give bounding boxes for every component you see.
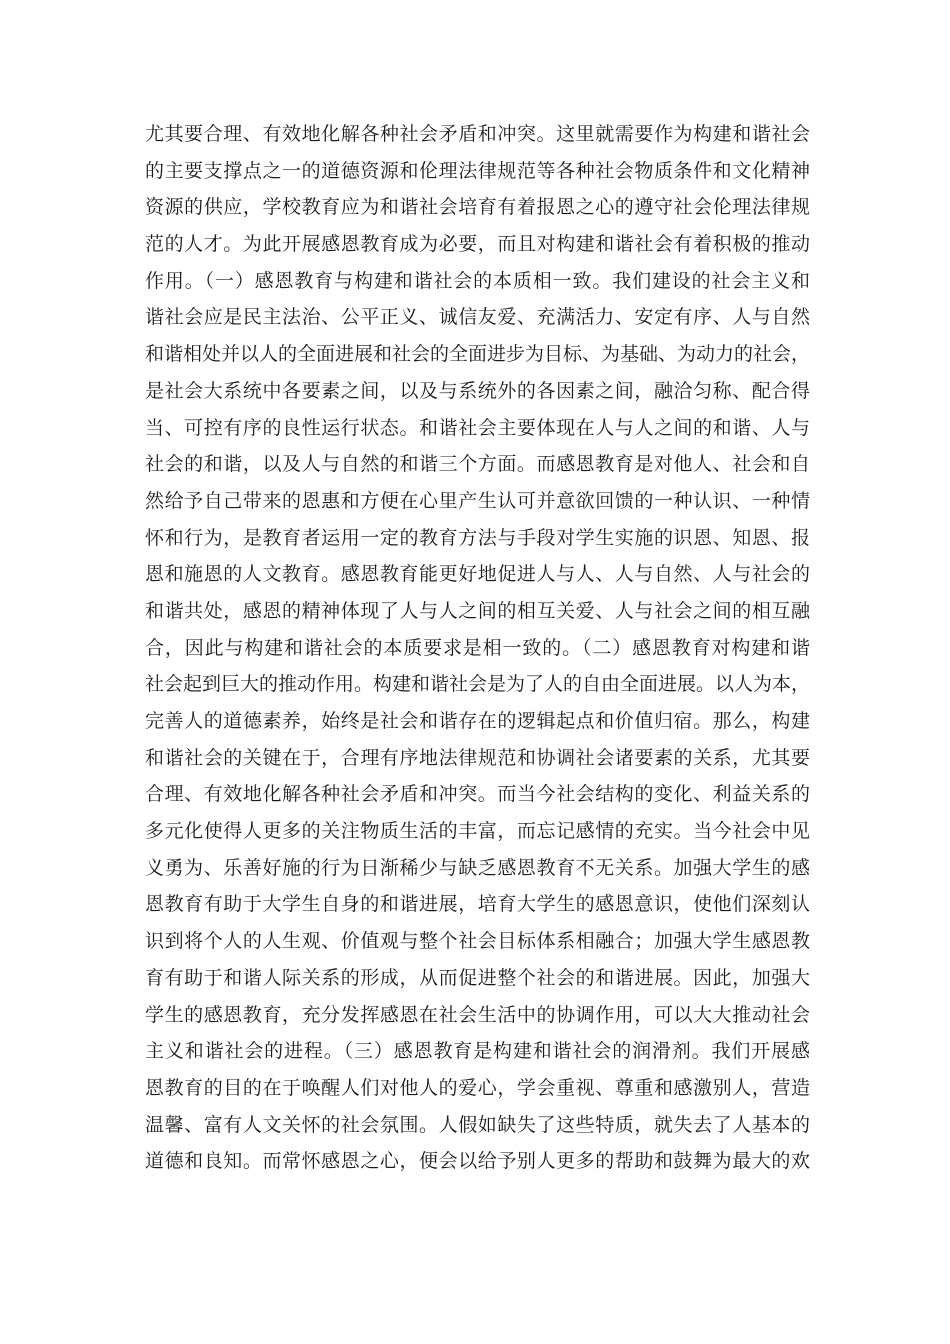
text-line: 恩教育的目的在于唤醒人们对他人的爱心，学会重视、尊重和感激别人，营造 <box>145 1076 810 1099</box>
text-line: 社会起到巨大的推动作用。构建和谐社会是为了人的自由全面进展。以人为本， <box>145 673 811 696</box>
body-text <box>145 116 810 1180</box>
text-line: 义勇为、乐善好施的行为日渐稀少与缺乏感恩教育不无关系。加强大学生的感 <box>145 856 810 879</box>
text-line: 尤其要合理、有效地化解各种社会矛盾和冲突。这里就需要作为构建和谐社会 <box>145 123 810 145</box>
text-line: 恩教育有助于大学生自身的和谐进展，培育大学生的感恩意识，使他们深刻认 <box>145 893 810 916</box>
text-line: 完善人的道德素养，始终是社会和谐存在的逻辑起点和价值归宿。那么，构建 <box>145 710 810 732</box>
text-line: 范的人才。为此开展感恩教育成为必要，而且对构建和谐社会有着积极的推动 <box>145 233 810 256</box>
text-line: 多元化使得人更多的关注物质生活的丰富，而忘记感情的充实。当今社会中见 <box>145 820 810 843</box>
text-line: 道德和良知。而常怀感恩之心，便会以给予别人更多的帮助和鼓舞为最大的欢 <box>145 1150 810 1173</box>
text-line: 然给予自己带来的恩惠和方便在心里产生认可并意欲回馈的一种认识、一种情 <box>145 489 810 512</box>
text-line: 学生的感恩教育，充分发挥感恩在社会生活中的协调作用，可以大大推动社会 <box>145 1003 810 1026</box>
text-line: 识到将个人的人生观、价值观与整个社会目标体系相融合；加强大学生感恩教 <box>145 930 810 953</box>
text-line: 怀和行为，是教育者运用一定的教育方法与手段对学生实施的识恩、知恩、报 <box>145 526 810 549</box>
text-line: 育有助于和谐人际关系的形成，从而促进整个社会的和谐进展。因此，加强大 <box>145 966 810 989</box>
text-line: 资源的供应，学校教育应为和谐社会培育有着报恩之心的遵守社会伦理法律规 <box>145 196 810 219</box>
text-line: 社会的和谐，以及人与自然的和谐三个方面。而感恩教育是对他人、社会和自 <box>145 453 810 476</box>
text-line: 温馨、富有人文关怀的社会氛围。人假如缺失了这些特质，就失去了人基本的 <box>145 1113 810 1136</box>
text-line: 当、可控有序的良性运行状态。和谐社会主要体现在人与人之间的和谐、人与 <box>145 416 810 439</box>
text-line: 谐社会应是民主法治、公平正义、诚信友爱、充满活力、安定有序、人与自然 <box>145 306 810 329</box>
text-line: 恩和施恩的人文教育。感恩教育能更好地促进人与人、人与自然、人与社会的 <box>145 563 810 586</box>
text-line: 的主要支撑点之一的道德资源和伦理法律规范等各种社会物质条件和文化精神 <box>145 159 810 182</box>
text-line: 是社会大系统中各要素之间，以及与系统外的各因素之间，融洽匀称、配合得 <box>145 379 810 402</box>
text-line: 和谐相处并以人的全面进展和社会的全面进步为目标、为基础、为动力的社会， <box>145 343 811 366</box>
text-line: 和谐共处，感恩的精神体现了人与人之间的相互关爱、人与社会之间的相互融 <box>145 599 810 622</box>
text-line: 合理、有效地化解各种社会矛盾和冲突。而当今社会结构的变化、利益关系的 <box>145 783 810 806</box>
text-line: 主义和谐社会的进程。（三）感恩教育是构建和谐社会的润滑剂。我们开展感 <box>145 1040 810 1063</box>
text-line: 和谐社会的关键在于，合理有序地法律规范和协调社会诸要素的关系，尤其要 <box>145 746 810 769</box>
text-line: 作用。（一）感恩教育与构建和谐社会的本质相一致。我们建设的社会主义和 <box>145 269 810 292</box>
text-line: 合，因此与构建和谐社会的本质要求是相一致的。（二）感恩教育对构建和谐 <box>145 636 810 659</box>
